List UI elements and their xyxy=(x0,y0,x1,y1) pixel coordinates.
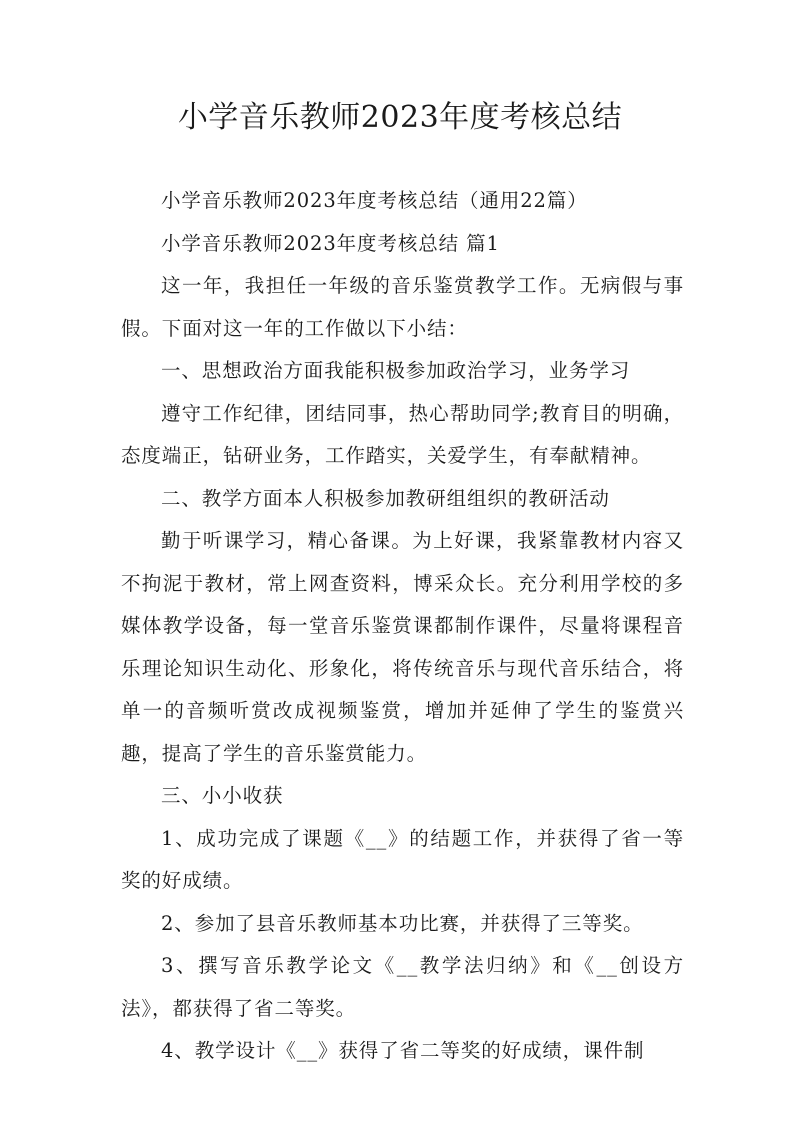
harvest-item-1: 1、成功完成了课题《__》的结题工作，并获得了省一等奖的好成绩。 xyxy=(121,826,684,892)
harvest-item-3: 3、撰写音乐教学论文《__教学法归纳》和《__创设方法》，都获得了省二等奖。 xyxy=(121,954,684,1020)
paragraph-teaching: 勤于听课学习，精心备课。为上好课，我紧靠教材内容又不拘泥于教材，常上网查资料，博采众长。充分利用学校的多媒体教学设备，每一堂音乐鉴赏课都制作课件，尽量将课程音乐理论知识生动化、形象化，将传统音乐与现代音乐结合，将单一的音频听赏改成视频鉴赏，增加并延伸了学生的鉴赏兴趣，提高了学生的音乐鉴赏能力。 xyxy=(121,529,684,765)
paragraph-politics: 遵守工作纪律，团结同事，热心帮助同学;教育目的明确，态度端正，钻研业务，工作踏实，关爱学生，有奉献精神。 xyxy=(121,401,684,467)
intro-paragraph: 这一年，我担任一年级的音乐鉴赏教学工作。无病假与事假。下面对这一年的工作做以下小结： xyxy=(121,274,684,340)
harvest-item-4: 4、教学设计《__》获得了省二等奖的好成绩，课件制 xyxy=(161,1039,645,1062)
document-body xyxy=(121,180,684,1073)
subtitle-paragraph: 小学音乐教师2023年度考核总结（通用22篇） xyxy=(161,189,588,212)
section-heading-paragraph: 小学音乐教师2023年度考核总结 篇1 xyxy=(161,231,500,255)
heading-harvest: 三、小小收获 xyxy=(161,784,284,807)
heading-teaching: 二、教学方面本人积极参加教研组组织的教研活动 xyxy=(161,486,610,510)
heading-politics: 一、思想政治方面我能积极参加政治学习，业务学习 xyxy=(161,359,631,382)
document-title: 小学音乐教师2023年度考核总结 xyxy=(177,100,623,135)
harvest-item-2: 2、参加了县音乐教师基本功比赛，并获得了三等奖。 xyxy=(161,911,644,935)
